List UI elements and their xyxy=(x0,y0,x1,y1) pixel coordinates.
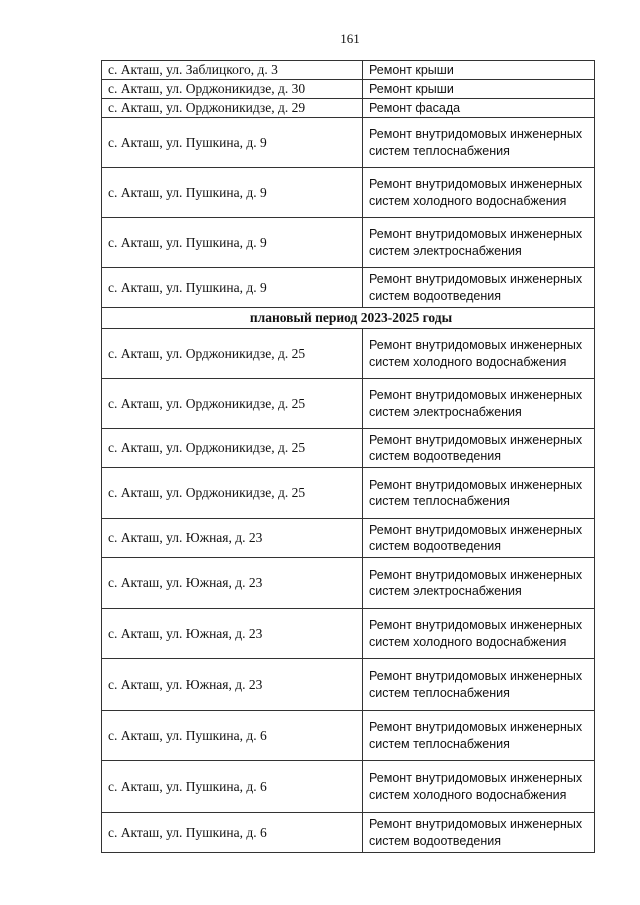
address-cell: с. Акташ, ул. Пушкина, д. 6 xyxy=(102,761,363,813)
section-heading-row xyxy=(102,308,595,329)
table-row xyxy=(102,519,595,558)
table-row xyxy=(102,761,595,813)
table-row xyxy=(102,468,595,519)
table-row xyxy=(102,429,595,468)
table-row xyxy=(102,118,595,168)
address-cell: с. Акташ, ул. Орджоникидзе, д. 25 xyxy=(102,468,363,519)
address-cell: с. Акташ, ул. Орджоникидзе, д. 29 xyxy=(102,99,363,118)
work-cell: Ремонт внутридомовых инженерных систем теплоснабжения xyxy=(363,118,595,168)
table-row xyxy=(102,61,595,80)
work-cell: Ремонт крыши xyxy=(363,80,595,99)
work-cell: Ремонт внутридомовых инженерных систем холодного водоснабжения xyxy=(363,609,595,659)
address-cell: с. Акташ, ул. Южная, д. 23 xyxy=(102,558,363,609)
work-cell: Ремонт внутридомовых инженерных систем холодного водоснабжения xyxy=(363,168,595,218)
work-cell: Ремонт внутридомовых инженерных систем теплоснабжения xyxy=(363,468,595,519)
work-cell: Ремонт крыши xyxy=(363,61,595,80)
work-cell: Ремонт внутридомовых инженерных систем электроснабжения xyxy=(363,558,595,609)
work-cell: Ремонт внутридомовых инженерных систем теплоснабжения xyxy=(363,659,595,711)
address-cell: с. Акташ, ул. Пушкина, д. 9 xyxy=(102,268,363,308)
address-cell: с. Акташ, ул. Южная, д. 23 xyxy=(102,659,363,711)
work-cell: Ремонт внутридомовых инженерных систем водоотведения xyxy=(363,268,595,308)
table-row xyxy=(102,379,595,429)
work-cell: Ремонт внутридомовых инженерных систем теплоснабжения xyxy=(363,711,595,761)
address-cell: с. Акташ, ул. Пушкина, д. 9 xyxy=(102,168,363,218)
table-row xyxy=(102,813,595,853)
address-cell: с. Акташ, ул. Пушкина, д. 9 xyxy=(102,218,363,268)
address-cell: с. Акташ, ул. Орджоникидзе, д. 30 xyxy=(102,80,363,99)
table-row xyxy=(102,268,595,308)
table-row xyxy=(102,609,595,659)
address-cell: с. Акташ, ул. Южная, д. 23 xyxy=(102,609,363,659)
table-row xyxy=(102,711,595,761)
work-cell: Ремонт внутридомовых инженерных систем водоотведения xyxy=(363,519,595,558)
address-cell: с. Акташ, ул. Орджоникидзе, д. 25 xyxy=(102,329,363,379)
table-row xyxy=(102,99,595,118)
section-heading: плановый период 2023-2025 годы xyxy=(102,308,595,329)
works-table xyxy=(101,60,595,853)
work-cell: Ремонт фасада xyxy=(363,99,595,118)
work-cell: Ремонт внутридомовых инженерных систем холодного водоснабжения xyxy=(363,761,595,813)
table-row xyxy=(102,80,595,99)
work-cell: Ремонт внутридомовых инженерных систем водоотведения xyxy=(363,813,595,853)
table-row xyxy=(102,218,595,268)
address-cell: с. Акташ, ул. Орджоникидзе, д. 25 xyxy=(102,429,363,468)
table-row xyxy=(102,329,595,379)
work-cell: Ремонт внутридомовых инженерных систем водоотведения xyxy=(363,429,595,468)
work-cell: Ремонт внутридомовых инженерных систем холодного водоснабжения xyxy=(363,329,595,379)
table-row xyxy=(102,558,595,609)
address-cell: с. Акташ, ул. Пушкина, д. 9 xyxy=(102,118,363,168)
work-cell: Ремонт внутридомовых инженерных систем электроснабжения xyxy=(363,379,595,429)
address-cell: с. Акташ, ул. Орджоникидзе, д. 25 xyxy=(102,379,363,429)
page-number: 161 xyxy=(340,31,360,46)
address-cell: с. Акташ, ул. Заблицкого, д. 3 xyxy=(102,61,363,80)
address-cell: с. Акташ, ул. Пушкина, д. 6 xyxy=(102,711,363,761)
table-row xyxy=(102,659,595,711)
address-cell: с. Акташ, ул. Южная, д. 23 xyxy=(102,519,363,558)
table-row xyxy=(102,168,595,218)
address-cell: с. Акташ, ул. Пушкина, д. 6 xyxy=(102,813,363,853)
work-cell: Ремонт внутридомовых инженерных систем электроснабжения xyxy=(363,218,595,268)
